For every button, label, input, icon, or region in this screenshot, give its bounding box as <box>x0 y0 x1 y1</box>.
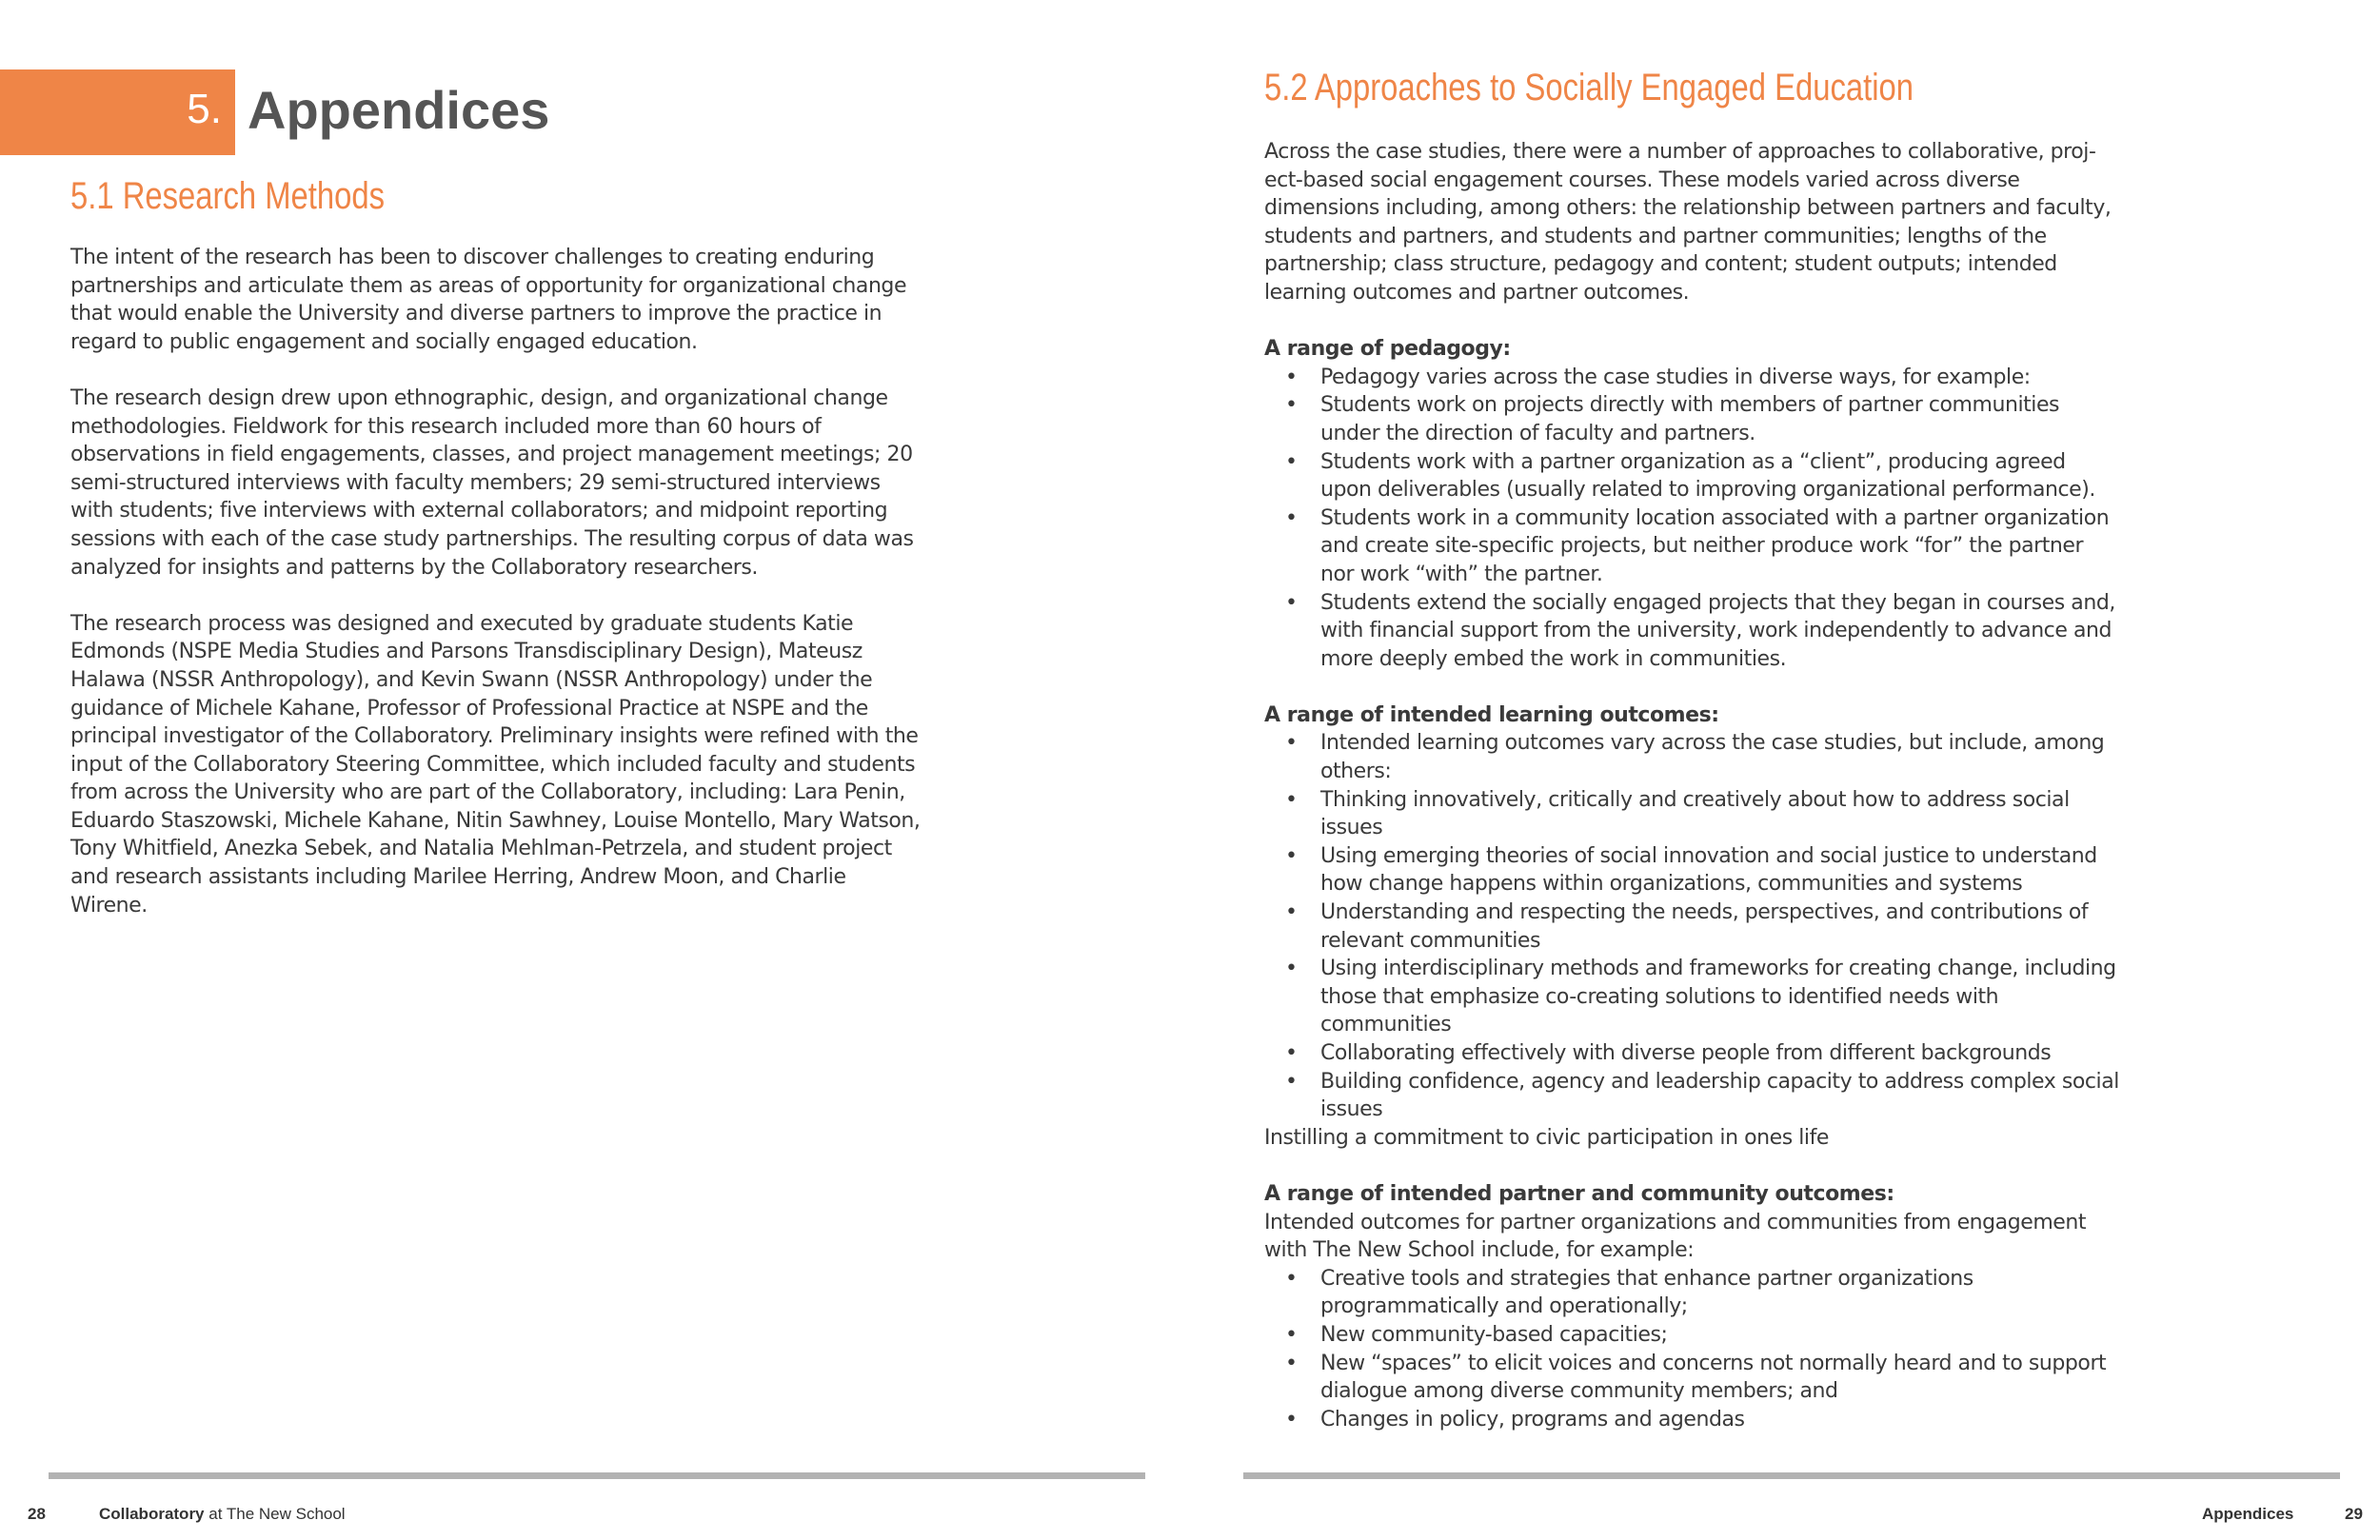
pedagogy-heading: A range of pedagogy: <box>1264 337 1511 362</box>
list-item: • Pedagogy varies across the case studies in diverse ways, for example: <box>1264 364 2121 392</box>
footer-rule <box>1243 1472 2340 1479</box>
footer-brand-suffix: at The New School <box>208 1505 346 1523</box>
research-methods-body <box>70 244 927 948</box>
list-item: • New “spaces” to elicit voices and concerns not normally heard and to support dialogue among diverse community members; and <box>1264 1350 2121 1406</box>
list-item: • Thinking innovatively, critically and creatively about how to address social issues <box>1264 786 2121 842</box>
footer-page-number: 29 <box>2345 1505 2363 1523</box>
list-item: • Using interdisciplinary methods and frameworks for creating change, including those that emphasize co-creating solutions to identified needs with communities <box>1264 955 2121 1039</box>
list-item: • Building confidence, agency and leadership capacity to address complex social issues <box>1264 1068 2121 1124</box>
paragraph: The research process was designed and executed by graduate students Katie Edmonds (NSPE Media Studies and Parsons Transdisciplinary Design), Mateusz Halawa (NSSR Anthropology), and Kevin Swann (NSSR Anthropology) under the guidance of Michele Kahane, Professor of Professional Practice at NSPE and the principal investigator of the Collaboratory. Preliminary insights were refined with the input of the Collaboratory Steering Committee, which included faculty and students from across the University who are part of the Collaboratory, including: Lara Penin, Eduardo Staszowski, Michele Kahane, Nitin Sawhney, Louise Montello, Mary Watson, Tony Whitfield, Anezka Sebek, and Natalia Mehlman-Petrzela, and student project and research assistants including Marilee Herring, Andrew Moon, and Charlie Wirene. <box>70 611 921 918</box>
partner-outcomes-list <box>1264 1265 2121 1434</box>
pedagogy-list <box>1264 364 2121 674</box>
list-item: • Students work with a partner organization as a “client”, producing agreed upon deliverables (usually related to improving organizational performance). <box>1264 448 2121 504</box>
list-item: • New community-based capacities; <box>1264 1321 2121 1350</box>
paragraph: The intent of the research has been to discover challenges to creating enduring partnerships and articulate them as areas of opportunity for organizational change that would enable the University and diverse partners to improve the practice in regard to public engagement and socially engaged education. <box>70 246 907 354</box>
chapter-number: 5. <box>187 86 222 132</box>
list-item: • Using emerging theories of social innovation and social justice to understand how change happens within organizations, communities and systems <box>1264 842 2121 898</box>
partner-outcomes-heading: A range of intended partner and community outcomes: <box>1264 1181 1894 1206</box>
learning-outcomes-heading: A range of intended learning outcomes: <box>1264 702 1719 727</box>
footer-brand <box>99 1506 346 1522</box>
list-item: • Collaborating effectively with diverse people from different backgrounds <box>1264 1039 2121 1068</box>
list-item: • Understanding and respecting the needs, perspectives, and contributions of relevant communities <box>1264 898 2121 955</box>
footer-section-name: Appendices <box>2202 1505 2294 1523</box>
chapter-title: Appendices <box>248 80 550 140</box>
section-title-research-methods: 5.1 Research Methods <box>70 175 386 217</box>
list-item: • Creative tools and strategies that enhance partner organizations programmatically and operationally; <box>1264 1265 2121 1321</box>
list-item: • Changes in policy, programs and agendas <box>1264 1406 2121 1434</box>
right-page <box>1190 0 2380 1540</box>
learning-outcomes-trailing: Instilling a commitment to civic participation in ones life <box>1264 1125 1829 1150</box>
section-title-approaches: 5.2 Approaches to Socially Engaged Education <box>1264 67 1914 109</box>
learning-outcomes-list <box>1264 729 2121 1123</box>
list-item: • Students work in a community location associated with a partner organization and create site-specific projects, but neither produce work “for” the partner nor work “with” the partner. <box>1264 504 2121 589</box>
list-item: • Intended learning outcomes vary across the case studies, but include, among others: <box>1264 729 2121 785</box>
list-item: • Students work on projects directly with members of partner communities under the direction of faculty and partners. <box>1264 391 2121 447</box>
list-item: • Students extend the socially engaged projects that they began in courses and, with financial support from the university, work independently to advance and more deeply embed the work in communities. <box>1264 589 2121 674</box>
footer-brand-name: Collaboratory <box>99 1505 205 1523</box>
partner-outcomes-intro: Intended outcomes for partner organizations and communities from engagement with The New School include, for example: <box>1264 1210 2087 1263</box>
footer-rule <box>49 1472 1145 1479</box>
intro-paragraph: Across the case studies, there were a number of approaches to collaborative, project-based social engagement courses. These models varied across diverse dimensions including, among others: the relationship between partners and faculty, students and partners, and students and partner communities; lengths of the partnership; class structure, pedagogy and content; student outputs; intended learning outcomes and partner outcomes. <box>1264 140 2112 305</box>
paragraph: The research design drew upon ethnographic, design, and organizational change methodologies. Fieldwork for this research included more than 60 hours of observations in field engagements, classes, and project management meetings; 20 semi-structured interviews with faculty members; 29 semi-structured interviews with students; five interviews with external collaborators; and midpoint reporting sessions with each of the case study partnerships. The resulting corpus of data was analyzed for insights and patterns by the Collaboratory researchers. <box>70 385 914 580</box>
chapter-banner <box>0 69 235 155</box>
footer-page-number: 28 <box>28 1505 46 1523</box>
approaches-body <box>1264 138 2121 1433</box>
